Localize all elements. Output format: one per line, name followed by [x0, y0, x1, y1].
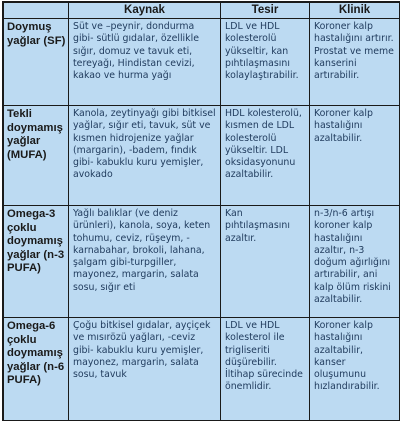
header-tesir: Tesir [221, 3, 310, 19]
kaynak-cell: Yağlı balıklar (ve deniz ürünleri), kanola, soya, keten tohumu, ceviz, rüşeym, -karnabahar, brokoli, lahana, şalgam gibi-turpgiller, mayonez, margarin, salata sosu, sığır eti [69, 206, 221, 318]
table-row [4, 19, 400, 106]
fat-types-table-container [2, 1, 400, 421]
row-header-cell: Omega-3 çoklu doymamış yağlar (n-3 PUFA) [4, 206, 69, 318]
klinik-cell: n-3/n-6 artışı koroner kalp hastalığını azaltır, n-3 doğum ağırlığını artırabilir, ani kalp ölüm riskini azaltabilir. [310, 206, 400, 318]
tesir-cell: LDL ve HDL kolesterolü yükseltir, kan pıhtılaşmasını kolaylaştırabilir. [221, 19, 310, 106]
kaynak-cell: Kanola, zeytinyağı gibi bitkisel yağlar, sığır eti, tavuk, süt ve kısmen hidrojenize yağlar (margarin), -badem, fındık gibi- kabuklu kuru yemişler, avokado [69, 106, 221, 206]
header-empty [4, 3, 69, 19]
klinik-cell: Koroner kalp hastalığını azaltabilir. [310, 106, 400, 206]
klinik-cell: Koroner kalp hastalığını artırır. Prostat ve meme kanserini artırabilir. [310, 19, 400, 106]
tesir-cell: LDL ve HDL kolesterol ile trigliseriti düşürebilir. İltihap sürecinde önemlidir. [221, 318, 310, 421]
tesir-cell: Kan pıhtılaşmasını azaltır. [221, 206, 310, 318]
row-header-cell: Omega-6 çoklu doymamış yağlar (n-6 PUFA) [4, 318, 69, 421]
table-row [4, 206, 400, 318]
kaynak-cell: Çoğu bitkisel gıdalar, ayçiçek ve mısırözü yağları, -ceviz gibi- kabuklu kuru yemişler, mayonez, margarin, salata sosu, tavuk [69, 318, 221, 421]
row-header-cell: Doymuş yağlar (SF) [4, 19, 69, 106]
table-header-row [4, 3, 400, 19]
header-kaynak: Kaynak [69, 3, 221, 19]
klinik-cell: Koroner kalp hastalığını azaltabilir, kanser oluşumunu hızlandırabilir. [310, 318, 400, 421]
fat-types-table [3, 2, 400, 421]
kaynak-cell: Süt ve –peynir, dondurma gibi- sütlü gıdalar, özellikle sığır, domuz ve tavuk eti, tereyağı, Hindistan cevizi, kakao ve hurma yağı [69, 19, 221, 106]
table-row [4, 106, 400, 206]
tesir-cell: HDL kolesterolü, kısmen de LDL kolesterolü yükseltir. LDL oksidasyonunu azaltabilir. [221, 106, 310, 206]
row-header-cell: Tekli doymamış yağlar (MUFA) [4, 106, 69, 206]
header-klinik: Klinik [310, 3, 400, 19]
table-row [4, 318, 400, 421]
